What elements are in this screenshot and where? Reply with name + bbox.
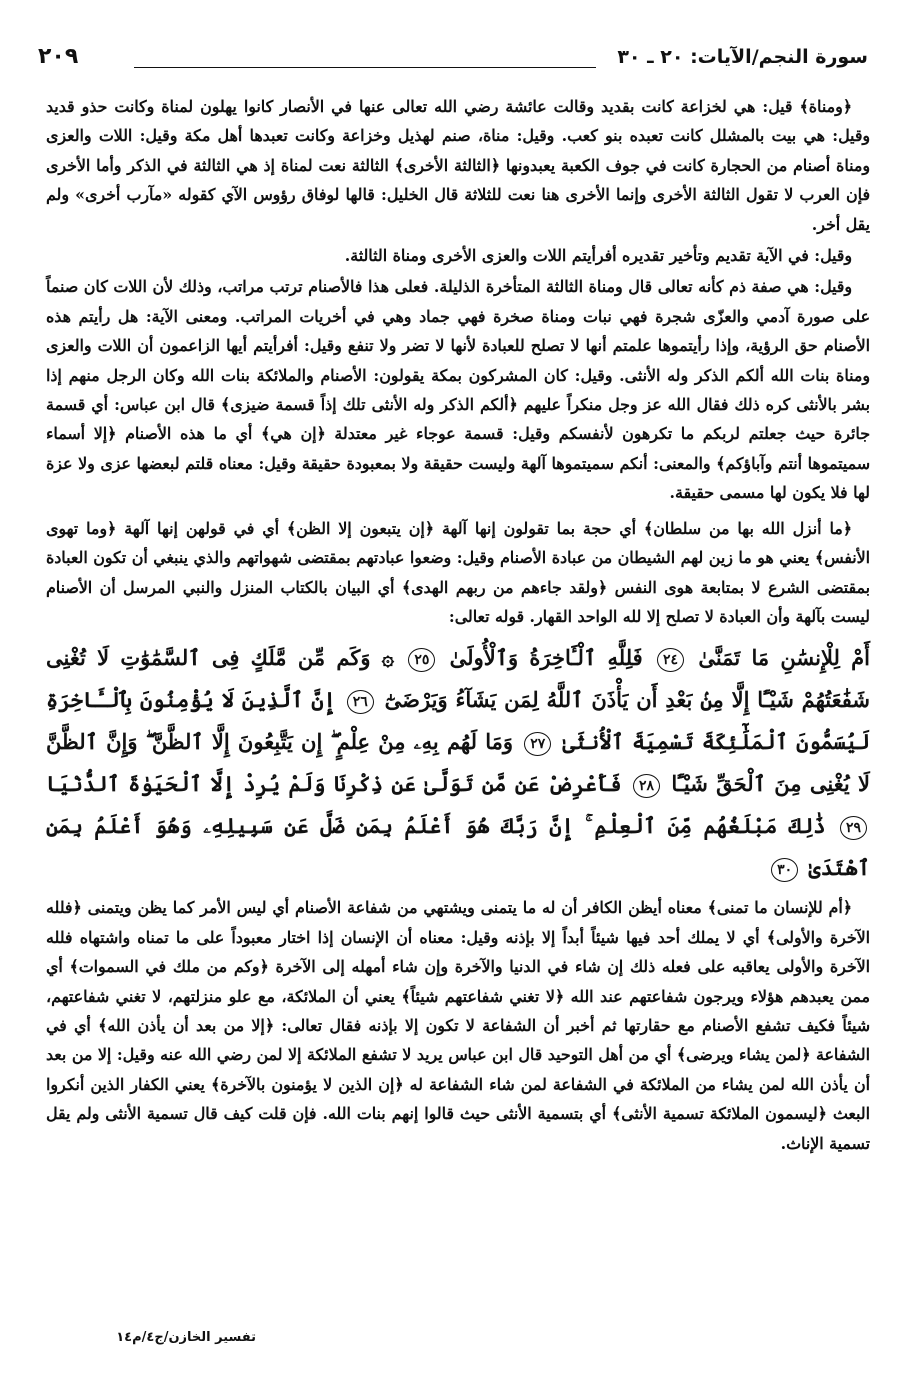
paragraph: وقيل: في الآية تقديم وتأخير تقديره أفرأيتم اللات والعزى الأخرى ومناة الثالثة. (344, 246, 852, 266)
ayah-number-marker: ٢٨ (633, 774, 660, 798)
verse-text: فَأَعْرِضْ عَن مَّن تَوَلَّىٰ عَن ذِكْرِنَا وَلَمْ يُرِدْ إِلَّا ٱلْحَيَوٰةَ ٱلدُّنْيَا (46, 771, 622, 797)
paragraph: وقيل: هي صفة ذم كأنه تعالى قال ومناة الثالثة المتأخرة الذليلة. فعلى هذا فالأصنام ترتب مراتب، وذلك لأن اللات كان صنماً على صورة آدمي والعزّى شجرة فهي نبات ومناة صخرة فهي جماد وهي في أخريات المراتب. ومعنى الآية: هل رأيتم هذه الأصنام حق الرؤية، وإذا رأيتموها علمتم أنها لا تصلح للعبادة لأنها لا تضر ولا تنفع وقيل: أفرأيتم أيها الزاعمون أن اللات والعزى ومناة بنات الله ألكم الذكر وله الأنثى. وقيل: كان المشركون بمكة يقولون: الأصنام والملائكة بنات الله وكان الرجل منهم إذا بشر بالأنثى كره ذلك فقال الله عز وجل منكراً عليهم ﴿ألكم الذكر وله الأنثى تلك إذاً قسمة ضيزى﴾ قال ابن عباس: أي قسمة جائرة حيث جعلتم لربكم ما تكرهون لأنفسكم وقيل: قسمة عوجاء غير معتدلة ﴿إن هي﴾ أي ما هذه الأصنام ﴿إلا أسماء سميتموها أنتم وآباؤكم﴾ والمعنى: أنكم سميتموها آلهة وليست حقيقة ولا بمعبودة حقيقة وقيل: معناه قلتم لبعضها عزى ولا عزة لها فلا يكون لها مسمى حقيقة. (46, 277, 870, 503)
ayah-number-marker: ٢٦ (347, 690, 374, 714)
header-rule (134, 67, 596, 68)
verse-text: وَمَا لَهُم بِهِۦ مِنْ عِلْمٍ ۖ إِن يَتَّبِعُونَ إِلَّا ٱلظَّنَّ ۖ وَإِنَّ ٱلظَّنَّ لَا يُغْنِى مِنَ ٱلْحَقِّ شَيْـًٔا (46, 729, 870, 797)
ayah-number-marker: ٢٩ (840, 816, 867, 840)
verse-text: فَلِلَّهِ ٱلْـَٔاخِرَةُ وَٱلْأُولَىٰ (449, 645, 643, 671)
paragraph: ﴿ما أنزل الله بها من سلطان﴾ أي حجة بما تقولون إنها آلهة ﴿إن يتبعون إلا الظن﴾ أي في قولهن إنها آلهة ﴿وما تهوى الأنفس﴾ يعني هو ما زين لهم الشيطان من عبادة الأصنام وقيل: وضعوا عبادتهم بمقتضى شهواتهم والذي ينبغي أن تكون العبادة بمقتضى الشرع لا بمتابعة هوى النفس ﴿ولقد جاءهم من ربهم الهدى﴾ أي البيان بالكتاب المنزل والنبي المرسل أن الأصنام ليست بآلهة وأن العبادة لا تصلح إلا لله الواحد القهار. قوله تعالى: (46, 518, 870, 626)
verse-text: أَمْ لِلْإِنسَٰنِ مَا تَمَنَّىٰ (698, 645, 870, 671)
verse-text: إِنَّ ٱلَّذِينَ لَا يُؤْمِنُونَ بِٱلْـَٔاخِرَةِ لَيُسَمُّونَ ٱلْمَلَٰٓئِكَةَ تَسْمِيَةَ ٱلْأُنثَىٰ (46, 687, 871, 755)
ayah-number-marker: ٣٠ (771, 858, 798, 882)
page-number: ٢٠٩ (38, 44, 79, 69)
ayah-number-marker: ٢٧ (524, 732, 551, 756)
page-body (46, 92, 870, 1164)
verse-text: ذَٰلِكَ مَبْلَغُهُم مِّنَ ٱلْعِلْمِ ۚ إِنَّ رَبَّكَ هُوَ أَعْلَمُ بِمَن ضَلَّ عَن سَبِيلِهِۦ وَهُوَ أَعْلَمُ بِمَنِ ٱهْتَدَىٰ (46, 813, 870, 881)
verse-text: ۞ وَكَم مِّن مَّلَكٍ فِى ٱلسَّمَٰوَٰتِ لَا تُغْنِى شَفَٰعَتُهُمْ شَيْـًٔا إِلَّا مِنۢ بَعْدِ أَن يَأْذَنَ ٱللَّهُ لِمَن يَشَآءُ وَيَرْضَىٰٓ (46, 645, 870, 713)
quran-verse-block (46, 637, 870, 889)
surah-title: سورة النجم/الآيات: ٢٠ ـ ٣٠ (617, 46, 868, 68)
page-header (38, 46, 868, 82)
paragraph: ﴿أم للإنسان ما تمنى﴾ معناه أيظن الكافر أن له ما يتمنى ويشتهي من شفاعة الأصنام أي ليس الأمر كما يظن ويتمنى ﴿فلله الآخرة والأولى﴾ أي لا يملك أحد فيها شيئاً أبداً إلا بإذنه وقيل: معناه أن الإنسان إذا اختار معبوداً على ما تمناه واشتهاه فلله الآخرة والأولى يعاقبه على فعله ذلك إن شاء في الدنيا والآخرة وإن شاء أمهله إلى الآخرة ﴿وكم من ملك في السموات﴾ أي ممن يعبدهم هؤلاء ويرجون شفاعتهم عند الله ﴿لا تغني شفاعتهم شيئاً﴾ يعني أن الملائكة، مع علو منزلتهم، لا تغني شفاعتهم، شيئاً فكيف تشفع الأصنام مع حقارتها ثم أخبر أن الشفاعة لا تكون إلا بإذنه فقال تعالى: ﴿إلا من بعد أن يأذن الله﴾ أي في الشفاعة ﴿لمن يشاء ويرضى﴾ أي من أهل التوحيد قال ابن عباس يريد لا تشفع الملائكة إلا لمن رضي الله عنه وقيل: إلا من بعد أن يأذن الله لمن يشاء من الملائكة في الشفاعة لمن شاء الشفاعة له ﴿إن الذين لا يؤمنون بالآخرة﴾ يعني الكفار الذين أنكروا البعث ﴿ليسمون الملائكة تسمية الأنثى﴾ أي بتسمية الأنثى حيث قالوا إنهم بنات الله. فإن قلت كيف قال تسمية الأنثى ولم يقل تسمية الإناث. (46, 898, 870, 1153)
paragraph: ﴿ومناة﴾ قيل: هي لخزاعة كانت بقديد وقالت عائشة رضي الله تعالى عنها في الأنصار كانوا يهلون لمناة وكانت حذو قديد وقيل: هي بيت بالمشلل كانت تعبده بنو كعب. وقيل: مناة، صنم لهذيل وخزاعة وكانت تعبدها أهل مكة وقيل: اللات والعزى ومناة أصنام من الحجارة كانت في جوف الكعبة يعبدونها ﴿الثالثة الأخرى﴾ الثالثة نعت لمناة إذ هي الثالثة في الذكر وأما الأخرى فإن العرب لا تقول الثالثة الأخرى وإنما الأخرى هنا نعت للثلاثة قال الخليل: قالها لوفاق رؤوس الآي كقوله «مآرب أخرى» ولم يقل أخر. (46, 97, 870, 234)
ayah-number-marker: ٢٤ (657, 648, 684, 672)
footer-signature: تفسير الخازن/ج٤/م١٤ (116, 1330, 256, 1345)
ayah-number-marker: ٢٥ (408, 648, 435, 672)
